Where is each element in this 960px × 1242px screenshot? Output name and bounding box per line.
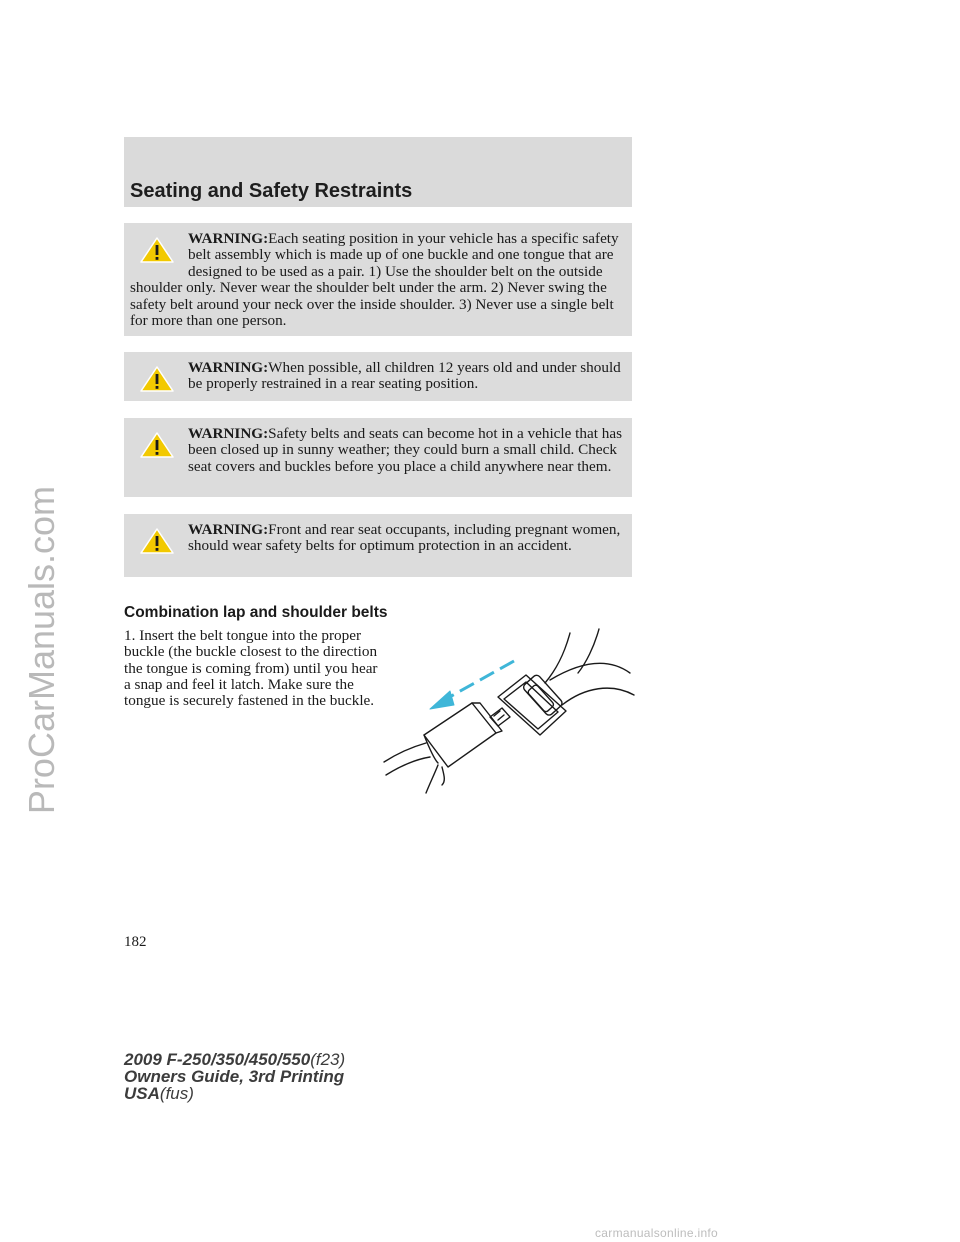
warning-box-2: [124, 352, 632, 401]
footer-line-1: [124, 1051, 345, 1068]
warning-triangle-icon: [138, 364, 176, 394]
warning-text: When possible, all children 12 years old and under should be properly restrained in a rear seating position.: [188, 359, 621, 393]
warning-label: WARNING:: [188, 359, 269, 376]
footer-region: USA: [124, 1084, 160, 1103]
side-watermark: [10, 350, 70, 950]
warning-text: Each seating position in your vehicle has a specific safety belt assembly which is made up of one buckle and one tongue that are designed to be used as a pair. 1) Use the shoulder belt on the outside shoulder only. Never wear the shoulder belt under the arm. 2) Never swing the safety belt around your neck over the inside shoulder. 3) Never use a single belt for more than one person.: [130, 230, 619, 330]
step-1-text: 1. Insert the belt tongue into the proper buckle (the buckle closest to the direction the tongue is coming from) until you hear a snap and feel it latch. Make sure the tongue is securely fastened in the buckle.: [124, 627, 378, 710]
section-header: [124, 137, 632, 207]
page-title: Seating and Safety Restraints: [130, 180, 413, 202]
page-number: 182: [124, 934, 147, 950]
warning-box-1: [124, 223, 632, 336]
side-watermark-text: ProCarManuals.com: [21, 485, 62, 815]
footer-region-code: (fus): [159, 1084, 194, 1103]
footer-printing: Owners Guide, 3rd Printing: [124, 1067, 345, 1086]
warning-box-4: [124, 514, 632, 577]
warning-label: WARNING:: [188, 425, 269, 442]
footer-model: 2009 F-250/350/450/550: [124, 1050, 311, 1069]
warning-box-3: [124, 418, 632, 497]
section-title: Combination lap and shoulder belts: [124, 604, 388, 621]
warning-text: Front and rear seat occupants, including pregnant women, should wear safety belts for optimum protection in an accident.: [188, 521, 621, 555]
footer-line-3: [124, 1085, 345, 1102]
warning-label: WARNING:: [188, 521, 269, 538]
bottom-watermark: carmanualsonline.info: [595, 1226, 719, 1240]
footer-model-code: (f23): [310, 1050, 346, 1069]
footer-line-2: [124, 1068, 345, 1085]
seatbelt-buckle-illustration: [380, 625, 635, 800]
warning-triangle-icon: [138, 235, 176, 265]
document-footer: [124, 1051, 345, 1102]
warning-text: Safety belts and seats can become hot in a vehicle that has been closed up in sunny weather; they could burn a small child. Check seat covers and buckles before you place a child anywhere near them.: [188, 425, 622, 475]
warning-triangle-icon: [138, 430, 176, 460]
warning-triangle-icon: [138, 526, 176, 556]
warning-label: WARNING:: [188, 230, 269, 247]
